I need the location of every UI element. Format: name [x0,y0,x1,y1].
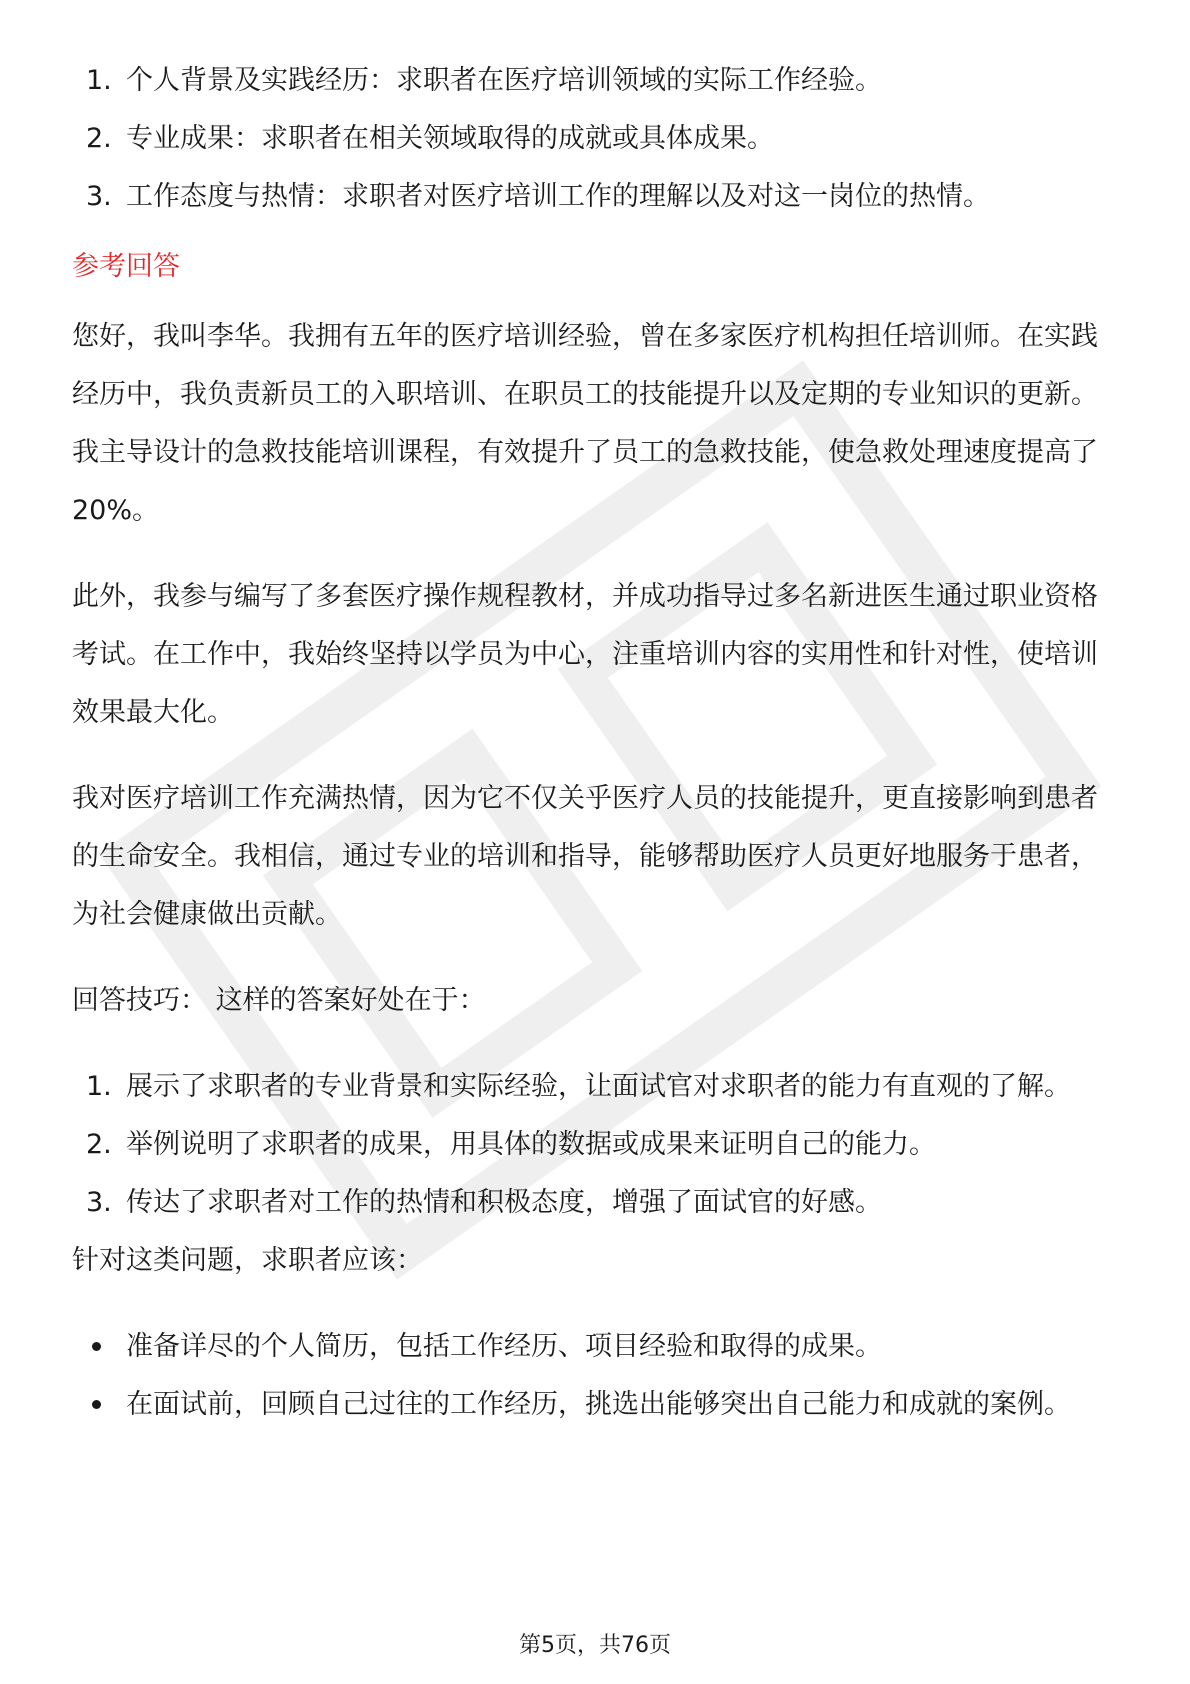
list-item-text: 举例说明了求职者的成果，用具体的数据或成果来证明自己的能力。 [126,1129,936,1160]
tips-list [72,1058,1122,1232]
reference-answer-heading: 参考回答 [72,251,180,282]
intro-list [72,52,1122,226]
list-item [72,1376,1122,1434]
answer-paragraph: 此外，我参与编写了多套医疗操作规程教材，并成功指导过多名新进医生通过职业资格考试。在工作中，我始终坚持以学员为中心，注重培训内容的实用性和针对性，使培训效果最大化。 [72,581,1098,728]
list-item-text: 个人背景及实践经历：求职者在医疗培训领域的实际工作经验。 [126,65,882,96]
list-item [72,168,1122,226]
list-number: 2. [86,123,112,154]
list-item [72,1174,1122,1232]
list-number: 2. [86,1129,112,1160]
list-number: 3. [86,181,112,212]
list-item-text: 展示了求职者的专业背景和实际经验，让面试官对求职者的能力有直观的了解。 [126,1071,1071,1102]
list-item [72,1318,1122,1376]
list-item [72,1116,1122,1174]
list-number: 3. [86,1187,112,1218]
list-number: 1. [86,65,112,96]
list-item [72,52,1122,110]
list-item-text: 工作态度与热情：求职者对医疗培训工作的理解以及对这一岗位的热情。 [126,181,990,212]
bullet-icon [92,1342,101,1351]
list-item-text: 在面试前，回顾自己过往的工作经历，挑选出能够突出自己能力和成就的案例。 [126,1389,1071,1420]
list-item-text: 专业成果：求职者在相关领域取得的成就或具体成果。 [126,123,774,154]
answer-paragraph: 我对医疗培训工作充满热情，因为它不仅关乎医疗人员的技能提升，更直接影响到患者的生命安全。我相信，通过专业的培训和指导，能够帮助医疗人员更好地服务于患者，为社会健康做出贡献。 [72,783,1098,930]
list-item-text: 传达了求职者对工作的热情和积极态度，增强了面试官的好感。 [126,1187,882,1218]
answer-paragraph: 您好，我叫李华。我拥有五年的医疗培训经验，曾在多家医疗机构担任培训师。在实践经历中，我负责新员工的入职培训、在职员工的技能提升以及定期的专业知识的更新。我主导设计的急救技能培训课程，有效提升了员工的急救技能，使急救处理速度提高了20%。 [72,321,1098,526]
list-item-text: 准备详尽的个人简历，包括工作经历、项目经验和取得的成果。 [126,1331,882,1362]
list-item [72,1058,1122,1116]
document-content [72,52,1122,1434]
list-number: 1. [86,1071,112,1102]
bullet-icon [92,1400,101,1409]
page-number-footer: 第5页，共76页 [519,1633,671,1658]
list-item [72,110,1122,168]
advice-heading: 针对这类问题，求职者应该： [72,1245,423,1276]
tips-heading: 回答技巧： 这样的答案好处在于： [72,985,486,1016]
advice-list [72,1318,1122,1434]
